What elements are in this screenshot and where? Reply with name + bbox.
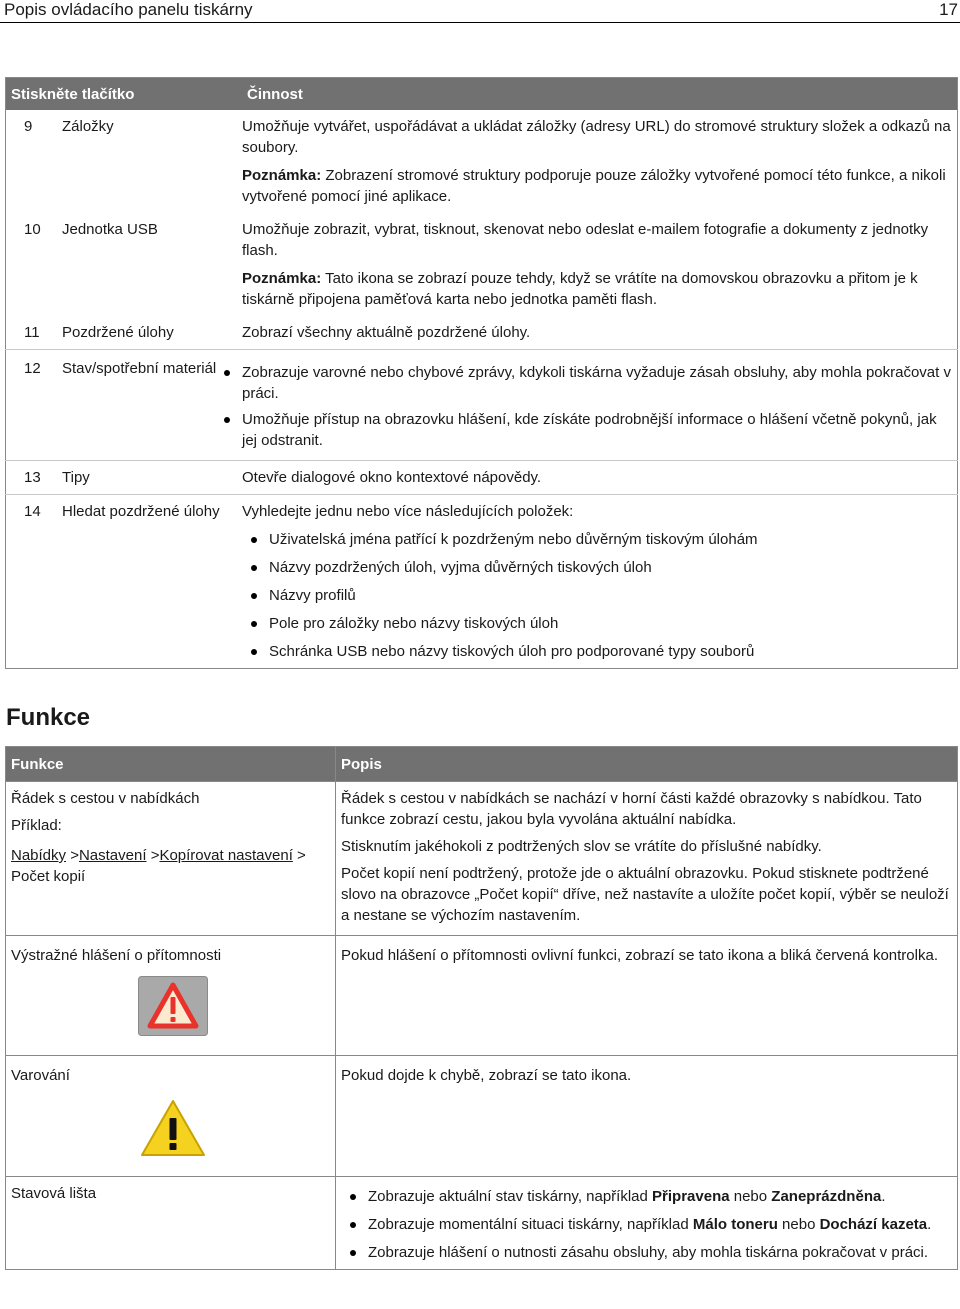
- description-cell: [336, 1056, 958, 1177]
- list-item-text: .: [927, 1216, 932, 1233]
- warning-icon: [138, 1097, 208, 1159]
- description-text: Stisknutím jakéhokoli z podtržených slov se vrátíte do příslušné nabídky.: [341, 838, 822, 855]
- feature-cell: [6, 782, 336, 936]
- row-desc-text: Vyhledejte jednu nebo více následujících položek:: [242, 503, 574, 520]
- list-item: Uživatelská jména patřící k pozdrženým nebo důvěrným tiskovým úlohám: [242, 529, 951, 550]
- status-value: Připravena: [652, 1188, 730, 1205]
- page-header: [0, 0, 960, 23]
- row-desc-text: Umožňuje zobrazit, vybrat, tisknout, skenovat nebo odeslat e-mailem fotografie a dokumenty z jednotky flash.: [242, 221, 929, 259]
- table-row: [6, 110, 958, 213]
- row-note: [242, 165, 951, 207]
- description-cell: [336, 1177, 958, 1270]
- description-text: Řádek s cestou v nabídkách se nachází v horní části každé obrazovky s nabídkou. Tato funkce zobrazí cestu, jakou byla vyvolána aktuální nabídka.: [341, 790, 922, 828]
- breadcrumb-separator: >: [150, 847, 160, 864]
- note-label: Poznámka:: [242, 270, 322, 287]
- row-note: [242, 268, 951, 310]
- row-number: 9: [24, 118, 33, 135]
- table-row: [6, 1056, 958, 1177]
- feature-cell: [6, 1177, 336, 1270]
- presence-warning-icon: [138, 976, 208, 1036]
- description-cell: [336, 782, 958, 936]
- list-item: [341, 1214, 951, 1235]
- list-item: Umožňuje přístup na obrazovku hlášení, kde získáte podrobnější informace o hlášení včetně pokynů, jak jej odstranit.: [215, 409, 951, 451]
- row-description: [242, 110, 958, 213]
- header-action: Činnost: [242, 78, 958, 111]
- list-item: Pole pro záložky nebo názvy tiskových úloh: [242, 613, 951, 634]
- note-text: Zobrazení stromové struktury podporuje pouze záložky vytvořené pomocí této funkce, a nikoli vytvořené pomocí jiné aplikace.: [242, 167, 946, 205]
- bullet-list: [341, 1186, 951, 1263]
- list-item-text: nebo: [729, 1188, 772, 1205]
- feature-cell: [6, 936, 336, 1056]
- description-text: Počet kopií není podtržený, protože jde o aktuální obrazovku. Pokud stisknete podtržené slovo na obrazovce „Počet kopií“ dříve, než nastavíte a uložíte počet kopií, výběr se neuloží a nestane se výchozím nastavením.: [341, 865, 949, 924]
- row-number: 12: [6, 350, 63, 461]
- buttons-table: [5, 77, 958, 669]
- list-item-text: .: [881, 1188, 886, 1205]
- row-description: [242, 350, 958, 461]
- breadcrumb-current: Počet kopií: [11, 868, 86, 885]
- row-desc-text: Zobrazí všechny aktuálně pozdržené úlohy.: [242, 324, 531, 341]
- page-header-title: Popis ovládacího panelu tiskárny: [4, 0, 253, 19]
- list-item: Schránka USB nebo názvy tiskových úloh pro podporované typy souborů: [242, 641, 951, 662]
- list-item: Zobrazuje varovné nebo chybové zprávy, kdykoli tiskárna vyžaduje zásah obsluhy, aby mohla pokračovat v práci.: [215, 362, 951, 404]
- table-row: [6, 495, 958, 669]
- row-number: 13: [6, 461, 63, 495]
- header-button: Stiskněte tlačítko: [6, 78, 243, 111]
- row-name: Stav/spotřební materiál: [62, 350, 242, 461]
- breadcrumb-separator: >: [297, 847, 306, 864]
- feature-name: Řádek s cestou v nabídkách: [11, 790, 200, 807]
- row-name: Záložky: [62, 118, 114, 135]
- list-item: Názvy profilů: [242, 585, 951, 606]
- buttons-table-header: [6, 78, 958, 111]
- header-feature: Funkce: [6, 747, 336, 782]
- table-row: [6, 316, 958, 350]
- feature-name: Varování: [11, 1067, 70, 1084]
- row-number: 14: [6, 495, 63, 669]
- breadcrumb: [11, 845, 329, 887]
- row-name: Pozdržené úlohy: [62, 324, 174, 341]
- feature-name: Výstražné hlášení o přítomnosti: [11, 947, 222, 964]
- breadcrumb-link-settings[interactable]: Nastavení: [78, 847, 147, 864]
- table-row: [6, 782, 958, 936]
- row-desc-text: Umožňuje vytvářet, uspořádávat a ukládat záložky (adresy URL) do stromové struktury složek a odkazů na soubory.: [242, 118, 951, 156]
- list-item-text: nebo: [777, 1216, 820, 1233]
- description-text: Pokud dojde k chybě, zobrazí se tato ikona.: [341, 1067, 632, 1084]
- status-value: Dochází kazeta: [819, 1216, 928, 1233]
- row-name: Hledat pozdržené úlohy: [62, 495, 242, 669]
- table-row: [6, 936, 958, 1056]
- list-item: [341, 1186, 951, 1207]
- bullet-list: [215, 362, 951, 451]
- description-cell: [336, 936, 958, 1056]
- list-item: Zobrazuje hlášení o nutnosti zásahu obsluhy, aby mohla tiskárna pokračovat v práci.: [341, 1242, 951, 1263]
- page-number: 17: [939, 0, 958, 19]
- section-title: Funkce: [6, 704, 91, 731]
- feature-name: Stavová lišta: [11, 1185, 97, 1202]
- list-item: Názvy pozdržených úloh, vyjma důvěrných tiskových úloh: [242, 557, 951, 578]
- breadcrumb-link-copy-settings[interactable]: Kopírovat nastavení: [159, 847, 293, 864]
- note-label: Poznámka:: [242, 167, 322, 184]
- list-item-text: Zobrazuje aktuální stav tiskárny, například: [368, 1188, 653, 1205]
- row-desc-text: Otevře dialogové okno kontextové nápovědy.: [242, 461, 958, 495]
- table-row: [6, 350, 958, 461]
- row-number: 11: [24, 324, 40, 341]
- row-description: [242, 213, 958, 316]
- row-number: 10: [24, 221, 41, 238]
- example-label: Příklad:: [11, 817, 62, 834]
- row-name: Tipy: [62, 461, 242, 495]
- table-row: [6, 213, 958, 316]
- description-text: Pokud hlášení o přítomnosti ovlivní funkci, zobrazí se tato ikona a bliká červená kontrolka.: [341, 947, 938, 964]
- feature-cell: [6, 1056, 336, 1177]
- table-row: [6, 1177, 958, 1270]
- row-name: Jednotka USB: [62, 221, 158, 238]
- breadcrumb-link-menus[interactable]: Nabídky: [11, 847, 67, 864]
- features-table: [5, 746, 958, 1270]
- table-row: [6, 461, 958, 495]
- status-value: Zaneprázdněna: [771, 1188, 882, 1205]
- features-table-header: [6, 747, 958, 782]
- header-description: Popis: [336, 747, 958, 782]
- list-item-text: Zobrazuje momentální situaci tiskárny, například: [368, 1216, 693, 1233]
- note-text: Tato ikona se zobrazí pouze tehdy, když se vrátíte na domovskou obrazovku a přitom je k tiskárně připojena paměťová karta nebo jednotka paměti flash.: [242, 270, 918, 308]
- status-value: Málo toneru: [692, 1216, 778, 1233]
- bullet-list: [242, 529, 951, 662]
- row-description: [242, 495, 958, 669]
- breadcrumb-separator: >: [70, 847, 79, 864]
